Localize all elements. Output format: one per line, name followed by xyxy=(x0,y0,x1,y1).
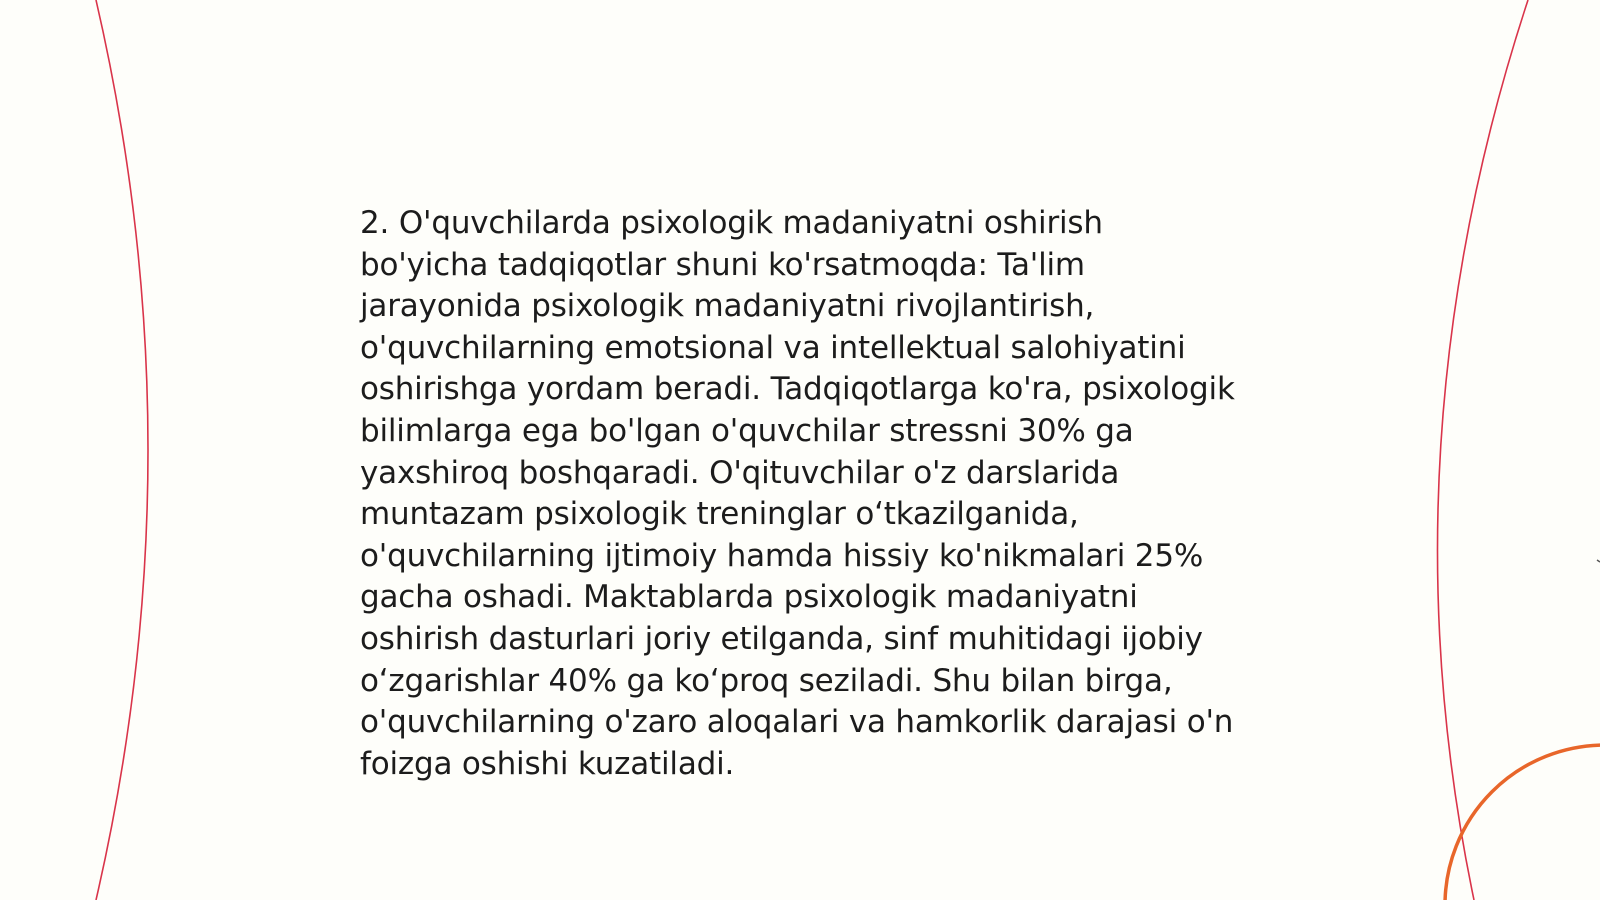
right-red-curve xyxy=(1437,0,1528,900)
left-red-curve xyxy=(96,0,148,900)
slide-body-text: 2. O'quvchilarda psixologik madaniyatni oshirish bo'yicha tadqiqotlar shuni ko'rsatmoqda: Ta'lim jarayonida psixologik madaniyatni rivojlantirish, o'quvchilarning emotsional va intellektual salohiyatini oshirishga yordam beradi. Tadqiqotlarga ko'ra, psixologik bilimlarga ega bo'lgan o'quvchilar stressni 30% ga yaxshiroq boshqaradi. O'qituvchilar o'z darslarida muntazam psixologik treninglar o‘tkazilganida, o'quvchilarning ijtimoiy hamda hissiy ko'nikmalari 25% gacha oshadi. Maktablarda psixologik madaniyatni oshirish dasturlari joriy etilganda, sinf muhitidagi ijobiy o‘zgarishlar 40% ga ko‘proq seziladi. Shu bilan birga, o'quvchilarning o'zaro aloqalari va hamkorlik darajasi o'n foizga oshishi kuzatiladi. xyxy=(360,205,1235,782)
orange-arc xyxy=(1445,745,1600,900)
